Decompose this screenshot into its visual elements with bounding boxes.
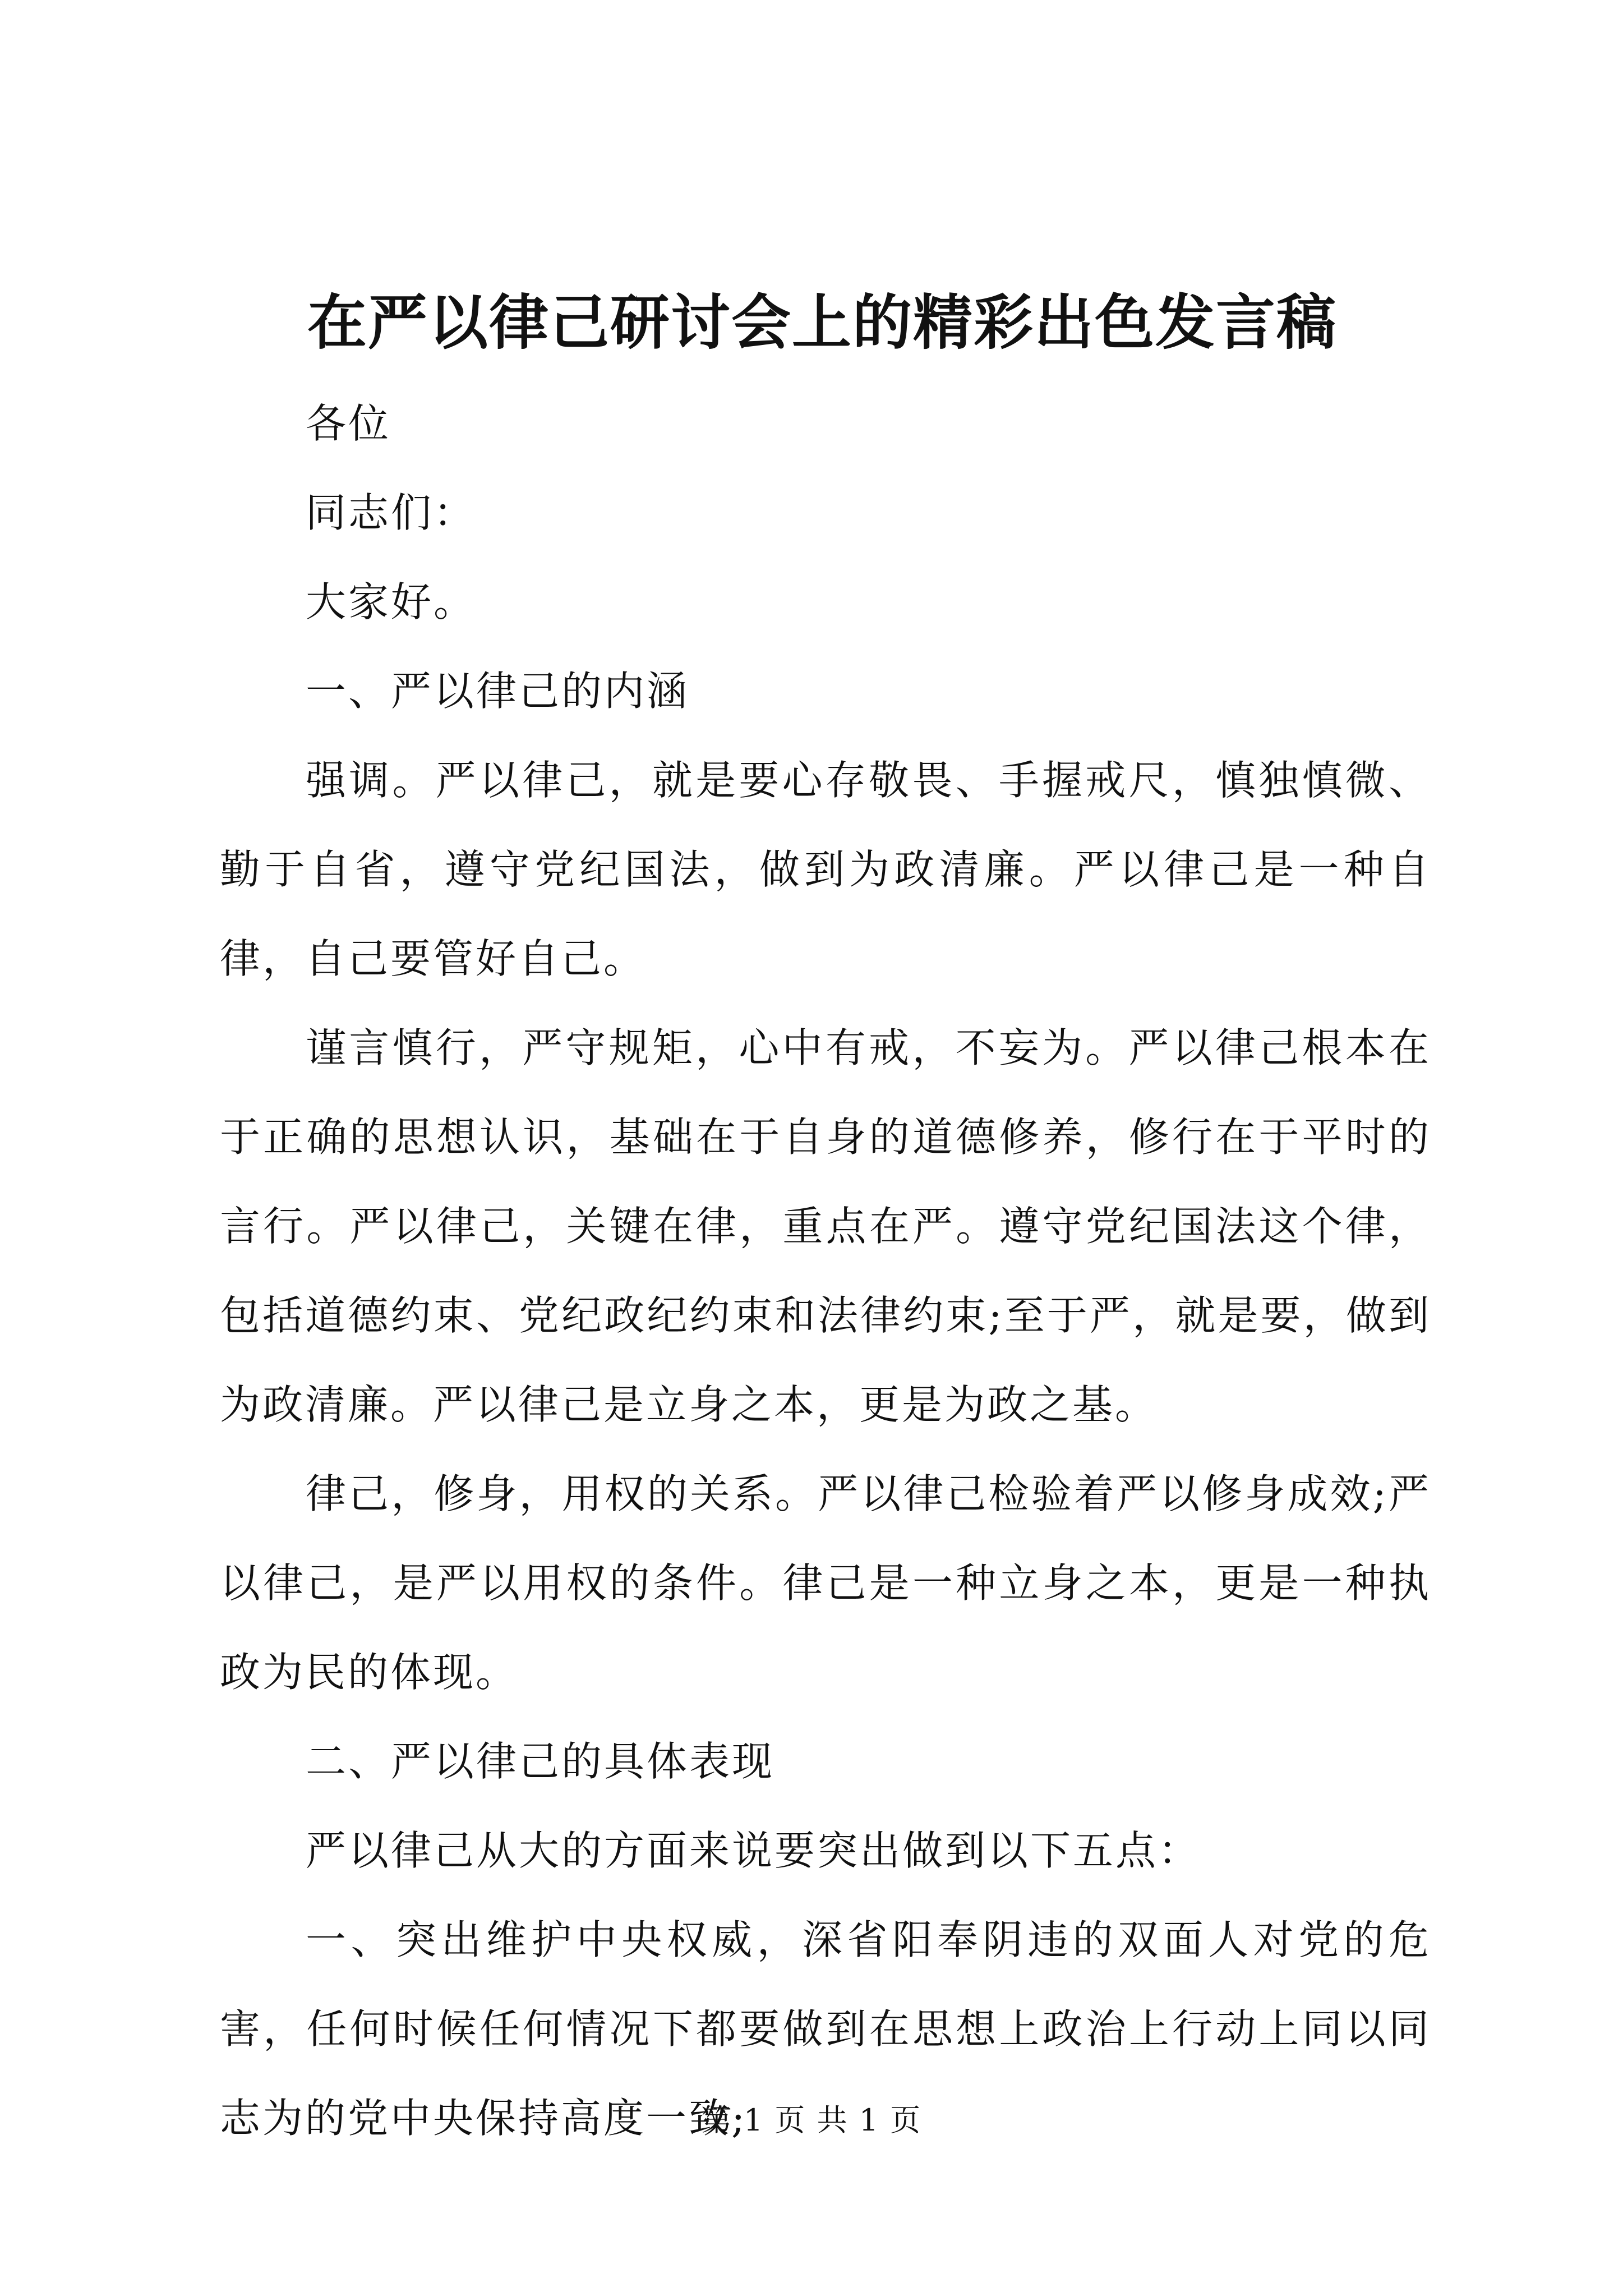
paragraph-body: 一、突出维护中央权威，深省阳奉阴违的双面人对党的危害，任何时候任何情况下都要做到在思想上政治上行动上同以同志为的党中央保持高度一致;	[220, 1916, 1431, 2142]
document-title: 在严以律己研讨会上的精彩出色发言稿	[307, 287, 1337, 357]
section-heading-2: 二、严以律己的具体表现	[306, 1738, 775, 1785]
paragraph-greeting: 大家好。	[306, 578, 477, 625]
paragraph-salutation-1: 各位	[306, 400, 391, 447]
paragraph-body: 严以律己从大的方面来说要突出做到以下五点：	[306, 1827, 1201, 1874]
paragraph-salutation-2: 同志们：	[306, 489, 477, 536]
paragraph-body: 强调。严以律己，就是要心存敬畏、手握戒尺，慎独慎微、勤于自省，遵守党纪国法，做到为政清廉。严以律己是一种自律，自己要管好自己。	[220, 757, 1431, 982]
document-body	[220, 280, 1431, 2163]
section-heading-1: 一、严以律己的内涵	[306, 668, 690, 715]
paragraph-body: 谨言慎行，严守规矩，心中有戒，不妄为。严以律己根本在于正确的思想认识，基础在于自身的道德修养，修行在于平时的言行。严以律己，关键在律，重点在严。遵守党纪国法这个律，包括道德约束、党纪政纪约束和法律约束;至于严，就是要，做到为政清廉。严以律己是立身之本，更是为政之基。	[220, 1024, 1431, 1428]
paragraph-body: 律己，修身，用权的关系。严以律己检验着严以修身成效;严以律己，是严以用权的条件。律己是一种立身之本，更是一种执政为民的体现。	[220, 1470, 1431, 1696]
page-footer: 第 1 页 共 1 页	[701, 2102, 922, 2138]
